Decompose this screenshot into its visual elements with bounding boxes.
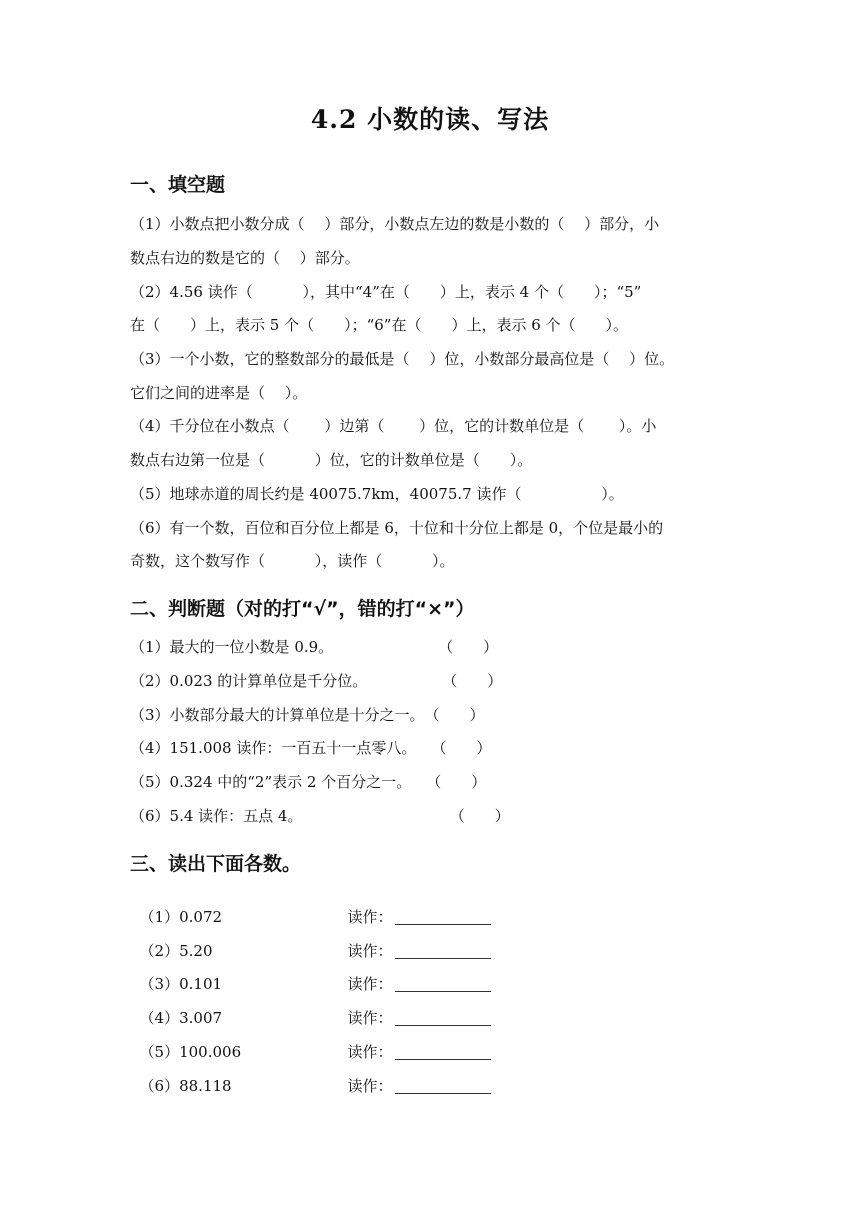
reading-row-5 [130,1030,491,1060]
reading-row-3 [130,962,491,992]
reading-label: 读作： [347,942,393,960]
fill-line-7: （4）千分位在小数点（ ）边第（ ）位，它的计数单位是（ ）。小 [130,417,657,435]
judge-line-4: （4）151.008 读作：一百五十一点零八。 （ ） [130,739,492,757]
fill-line-1: （1）小数点把小数分成（ ）部分，小数点左边的数是小数的（ ）部分，小 [130,215,660,233]
fill-line-4: 在（ ）上，表示 5 个（ ）；“6”在（ ）上，表示 6 个（ ）。 [130,316,629,334]
reading-number: （3）0.101 [139,975,223,993]
fill-line-2: 数点右边的数是它的（ ）部分。 [130,249,360,267]
judge-line-6: （6）5.4 读作：五点 4。 （ ） [130,807,510,825]
fill-line-9: （5）地球赤道的周长约是 40075.7km，40075.7 读作（ ）。 [130,485,624,503]
fill-line-6: 它们之间的进率是（ ）。 [130,384,308,402]
reading-label: 读作： [347,908,393,926]
section-1-heading: 一、填空题 [130,174,226,196]
section-2-heading: 二、判断题（对的打“√”，错的打“×”） [130,598,475,620]
judge-line-3: （3）小数部分最大的计算单位是十分之一。 （ ） [130,706,485,724]
page-title: 4.2 小数的读、写法 [310,105,550,134]
fill-line-11: 奇数，这个数写作（ ），读作（ ）。 [130,552,455,570]
judge-line-1: （1）最大的一位小数是 0.9。 （ ） [130,638,499,656]
reading-number: （6）88.118 [139,1077,232,1095]
fill-line-5: （3）一个小数，它的整数部分的最低是（ ）位，小数部分最高位是（ ）位。 [130,350,675,368]
answer-blank[interactable] [395,910,491,925]
reading-label: 读作： [347,1043,393,1061]
answer-blank[interactable] [395,944,491,959]
answer-blank[interactable] [395,1011,491,1026]
reading-number: （1）0.072 [139,908,223,926]
reading-row-1 [130,895,491,925]
fill-line-10: （6）有一个数，百位和百分位上都是 6，十位和十分位上都是 0，个位是最小的 [130,519,664,537]
answer-blank[interactable] [395,1045,491,1060]
section-3-heading: 三、读出下面各数。 [130,853,302,875]
reading-row-4 [130,996,491,1026]
fill-line-8: 数点右边第一位是（ ）位，它的计数单位是（ ）。 [130,451,533,469]
reading-row-6 [130,1064,491,1094]
judge-line-2: （2）0.023 的计算单位是千分位。 （ ） [130,672,503,690]
answer-blank[interactable] [395,1079,491,1094]
fill-line-3: （2）4.56 读作（ ），其中“4”在（ ）上，表示 4 个（ ）；“5” [130,283,642,301]
reading-number: （4）3.007 [139,1009,223,1027]
reading-label: 读作： [347,1077,393,1095]
answer-blank[interactable] [395,977,491,992]
reading-number: （5）100.006 [139,1043,242,1061]
reading-label: 读作： [347,1009,393,1027]
reading-row-2 [130,929,491,959]
reading-label: 读作： [347,975,393,993]
judge-line-5: （5）0.324 中的“2”表示 2 个百分之一。 （ ） [130,773,487,791]
reading-number: （2）5.20 [139,942,213,960]
